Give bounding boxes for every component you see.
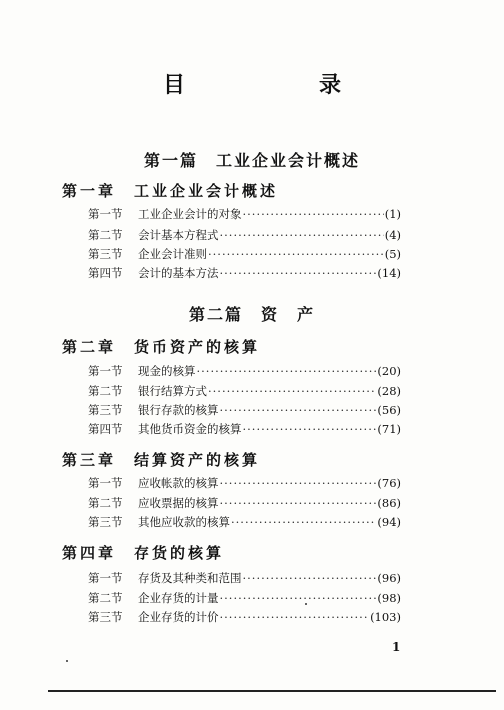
- toc-entry: [88, 495, 401, 511]
- section-page: (98): [377, 591, 401, 605]
- section-page: (96): [377, 571, 401, 585]
- toc-entry: [88, 475, 401, 491]
- section-number: 第二节: [88, 228, 123, 242]
- section-number: 第三节: [88, 247, 123, 261]
- section-title: 会计基本方程式: [138, 228, 219, 242]
- part-heading: 第二篇 资 产: [188, 305, 315, 324]
- section-page: (28): [377, 384, 401, 398]
- dot-leader: [220, 591, 377, 605]
- section-number: 第二节: [88, 496, 123, 510]
- toc-entry: [88, 227, 401, 243]
- section-page: (94): [377, 515, 401, 529]
- section-page: (76): [377, 476, 401, 490]
- section-page: (1): [384, 207, 401, 221]
- section-title: 银行结算方式: [138, 384, 207, 398]
- dot-leader: [220, 228, 384, 242]
- toc-entry: [88, 590, 401, 606]
- dot-leader: [220, 266, 377, 280]
- section-page: (5): [384, 247, 401, 261]
- section-page: (71): [377, 422, 401, 436]
- bottom-rule: [48, 690, 496, 692]
- section-number: 第三节: [88, 515, 123, 529]
- section-page: (103): [370, 610, 401, 624]
- section-title: 企业存货的计量: [138, 591, 219, 605]
- chapter-heading: 第三章 结算资产的核算: [62, 451, 261, 469]
- section-title: 银行存款的核算: [138, 403, 219, 417]
- section-title: 其他货币资金的核算: [138, 422, 242, 436]
- section-title: 应收票据的核算: [138, 496, 219, 510]
- section-title: 存货及其种类和范围: [138, 571, 242, 585]
- section-number: 第四节: [88, 422, 123, 436]
- toc-entry: [88, 206, 401, 222]
- section-number: 第二节: [88, 591, 123, 605]
- page-number: 1: [392, 640, 401, 654]
- dot-leader: [231, 515, 376, 529]
- section-page: (86): [377, 496, 401, 510]
- dot-leader: [220, 476, 377, 490]
- toc-entry: [88, 514, 401, 530]
- section-title: 企业存货的计价: [138, 610, 219, 624]
- toc-entry: [88, 383, 401, 399]
- section-number: 第一节: [88, 571, 123, 585]
- dot-leader: [208, 247, 384, 261]
- part-heading: 第一篇 工业企业会计概述: [143, 151, 360, 170]
- dot-leader: [220, 403, 377, 417]
- dot-leader: [220, 610, 370, 624]
- toc-entry: [88, 421, 401, 437]
- scan-speck: [66, 660, 68, 662]
- section-page: (20): [377, 364, 401, 378]
- section-title: 其他应收款的核算: [138, 515, 230, 529]
- chapter-heading: 第一章 工业企业会计概述: [62, 182, 279, 200]
- chapter-heading: 第二章 货币资产的核算: [62, 338, 261, 356]
- section-title: 企业会计准则: [138, 247, 207, 261]
- section-number: 第四节: [88, 266, 123, 280]
- dot-leader: [243, 207, 384, 221]
- section-page: (56): [377, 403, 401, 417]
- dot-leader: [197, 364, 377, 378]
- section-number: 第三节: [88, 610, 123, 624]
- section-number: 第二节: [88, 384, 123, 398]
- toc-entry: [88, 265, 401, 281]
- section-number: 第三节: [88, 403, 123, 417]
- section-number: 第一节: [88, 476, 123, 490]
- section-number: 第一节: [88, 364, 123, 378]
- dot-leader: [243, 422, 377, 436]
- toc-entry: [88, 570, 401, 586]
- section-title: 应收帐款的核算: [138, 476, 219, 490]
- chapter-heading: 第四章 存货的核算: [62, 544, 225, 562]
- section-page: (14): [377, 266, 401, 280]
- page-title: 目 录: [162, 72, 397, 98]
- dot-leader: [208, 384, 376, 398]
- dot-leader: [220, 496, 377, 510]
- dot-leader: [243, 571, 377, 585]
- section-number: 第一节: [88, 207, 123, 221]
- toc-entry: [88, 363, 401, 379]
- toc-entry: [88, 402, 401, 418]
- section-title: 工业企业会计的对象: [138, 207, 242, 221]
- toc-entry: [88, 246, 401, 262]
- section-title: 会计的基本方法: [138, 266, 219, 280]
- toc-entry: [88, 609, 401, 625]
- section-page: (4): [384, 228, 401, 242]
- scan-speck: [305, 603, 307, 605]
- section-title: 现金的核算: [138, 364, 196, 378]
